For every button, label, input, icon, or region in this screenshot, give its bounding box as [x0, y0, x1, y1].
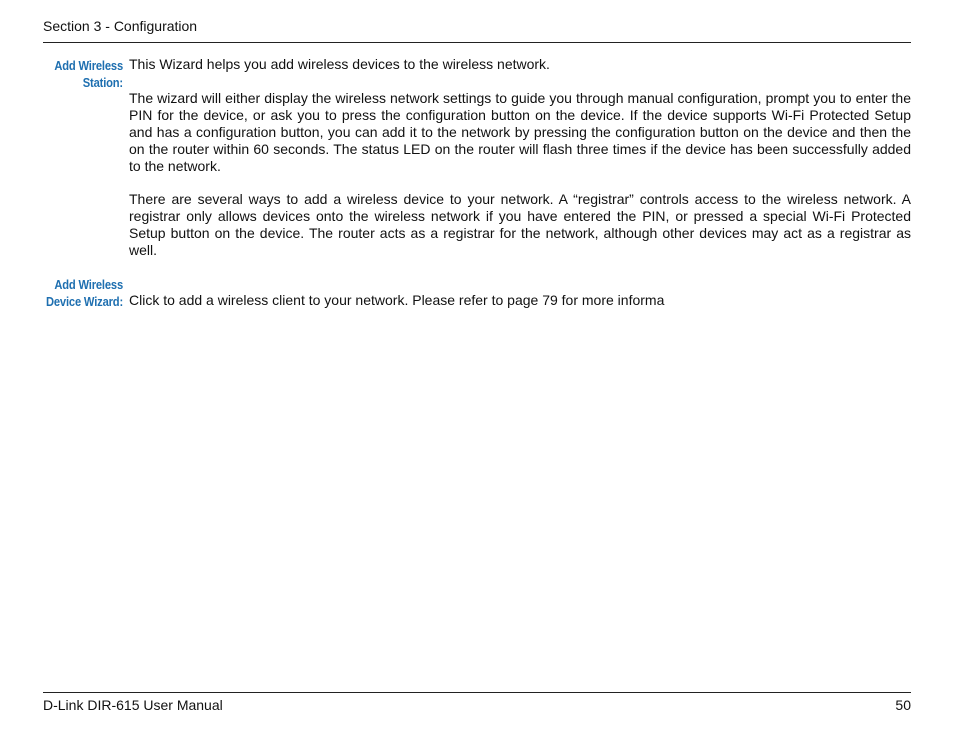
term-add-wireless-station — [28, 57, 123, 91]
description-paragraph: Click to add a wireless client to your network. Please refer to page 79 for more informa — [129, 292, 665, 308]
footer-divider — [43, 692, 911, 693]
description-paragraph: This Wizard helps you add wireless devices to the wireless network. — [129, 56, 550, 72]
page-number: 50 — [895, 697, 911, 713]
term-label-line: Add Wireless — [54, 277, 123, 292]
manual-title: D-Link DIR-615 User Manual — [43, 697, 223, 713]
term-label-line: Device Wizard: — [45, 294, 123, 309]
term-label-line: Add Wireless — [54, 58, 123, 73]
term-add-wireless-device-wizard — [28, 276, 123, 310]
term-label-line: Station: — [82, 75, 123, 90]
description-paragraph: The wizard will either display the wireless network settings to guide you through manual configuration, prompt you to enter the PIN for the device, or ask you to press the configuration button on the device. If the device supports Wi-Fi Protected Setup and has a configuration button, you can add it to the network by pressing the configuration button on the device and then the on the router within 60 seconds. The status LED on the router will flash three times if the device has been successfully added to the network. — [129, 90, 911, 174]
section-title: Section 3 - Configuration — [43, 18, 198, 34]
description-paragraph: There are several ways to add a wireless device to your network. A “registrar” controls access to the wireless network. A registrar only allows devices onto the wireless network if you have entered the PIN, or pressed a special Wi-Fi Protected Setup button on the device. The router acts as a registrar for the network, although other devices may act as a registrar as well. — [129, 191, 911, 258]
header-divider — [43, 42, 911, 43]
